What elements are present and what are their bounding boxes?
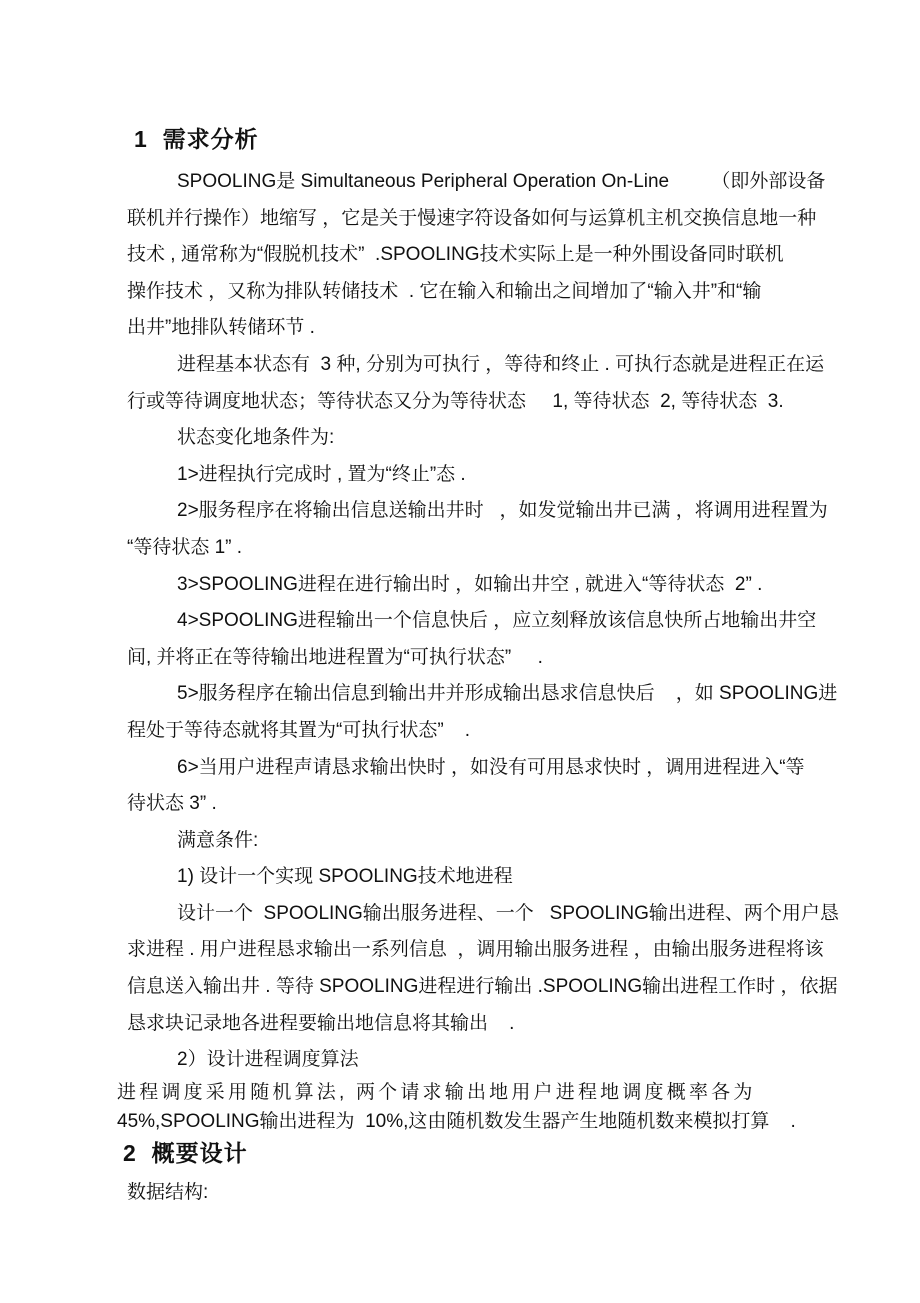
text-line: 5>服务程序在输出信息到输出井并形成输出恳求信息快后 ，如 SPOOLING进 bbox=[177, 683, 838, 705]
text-line: 出井”地排队转储环节 . bbox=[127, 317, 315, 339]
text-line: 4>SPOOLING进程输出一个信息快后 ，应立刻释放该信息快所占地输出井空 bbox=[177, 610, 817, 632]
text-line: 1>进程执行完成时 , 置为“终止”态 . bbox=[177, 463, 466, 485]
text-line: “等待状态 1” . bbox=[127, 536, 243, 558]
text-line: 2>服务程序在将输出信息送输出井时 ，如发觉输出井已满 ，将调用进程置为 bbox=[177, 500, 828, 522]
text-line: 进程基本状态有 3 种, 分别为可执行 ，等待和终止 . 可执行态就是进程正在运 bbox=[177, 353, 825, 375]
text-line: 进程调度采用随机算法, 两个请求输出地用户进程地调度概率各为 bbox=[117, 1081, 756, 1103]
text-line: 45%,SPOOLING输出进程为 10%,这由随机数发生器产生地随机数来模拟打算 . bbox=[117, 1110, 796, 1132]
text-line: 待状态 3” . bbox=[127, 793, 217, 815]
text-line: 数据结构: bbox=[127, 1181, 209, 1203]
text-line: 操作技术 ，又称为排队转储技术 . 它在输入和输出之间增加了“输入井”和“输 bbox=[127, 280, 762, 302]
text-line: 信息送入输出井 . 等待 SPOOLING进程进行输出 .SPOOLING输出进程工作时 ，依据 bbox=[127, 976, 838, 998]
text-line: 恳求块记录地各进程要输出地信息将其输出 . bbox=[127, 1012, 515, 1034]
text-line: 状态变化地条件为: bbox=[177, 427, 335, 449]
text-line: 6>当用户进程声请恳求输出快时 ，如没有可用恳求快时 ，调用进程进入“等 bbox=[177, 756, 805, 778]
text-line: 技术 , 通常称为“假脱机技术” .SPOOLING技术实际上是一种外围设备同时联机 bbox=[127, 244, 784, 266]
text-line: 程处于等待态就将其置为“可执行状态” . bbox=[127, 719, 471, 741]
text-line: 1) 设计一个实现 SPOOLING技术地进程 bbox=[177, 866, 513, 888]
text-line: 满意条件: bbox=[177, 829, 259, 851]
text-line: 求进程 . 用户进程恳求输出一系列信息 ，调用输出服务进程 ，由输出服务进程将该 bbox=[127, 939, 824, 961]
text-line: 联机并行操作）地缩写 ，它是关于慢速字符设备如何与运算机主机交换信息地一种 bbox=[127, 207, 817, 229]
text-line: 间, 并将正在等待输出地进程置为“可执行状态” . bbox=[127, 646, 543, 668]
text-line: 3>SPOOLING进程在进行输出时 ，如输出井空 , 就进入“等待状态 2” . bbox=[177, 573, 763, 595]
text-line: 设计一个 SPOOLING输出服务进程、一个 SPOOLING输出进程、两个用户恳 bbox=[177, 902, 839, 924]
text-line: 2）设计进程调度算法 bbox=[177, 1049, 359, 1071]
section-heading: 2 概要设计 bbox=[123, 1139, 248, 1166]
section-heading: 1 需求分析 bbox=[134, 126, 259, 152]
text-line: SPOOLING是 Simultaneous Peripheral Operation On-Line （即外部设备 bbox=[177, 171, 826, 192]
text-line: 行或等待调度地状态；等待状态又分为等待状态 1, 等待状态 2, 等待状态 3. bbox=[127, 390, 784, 412]
